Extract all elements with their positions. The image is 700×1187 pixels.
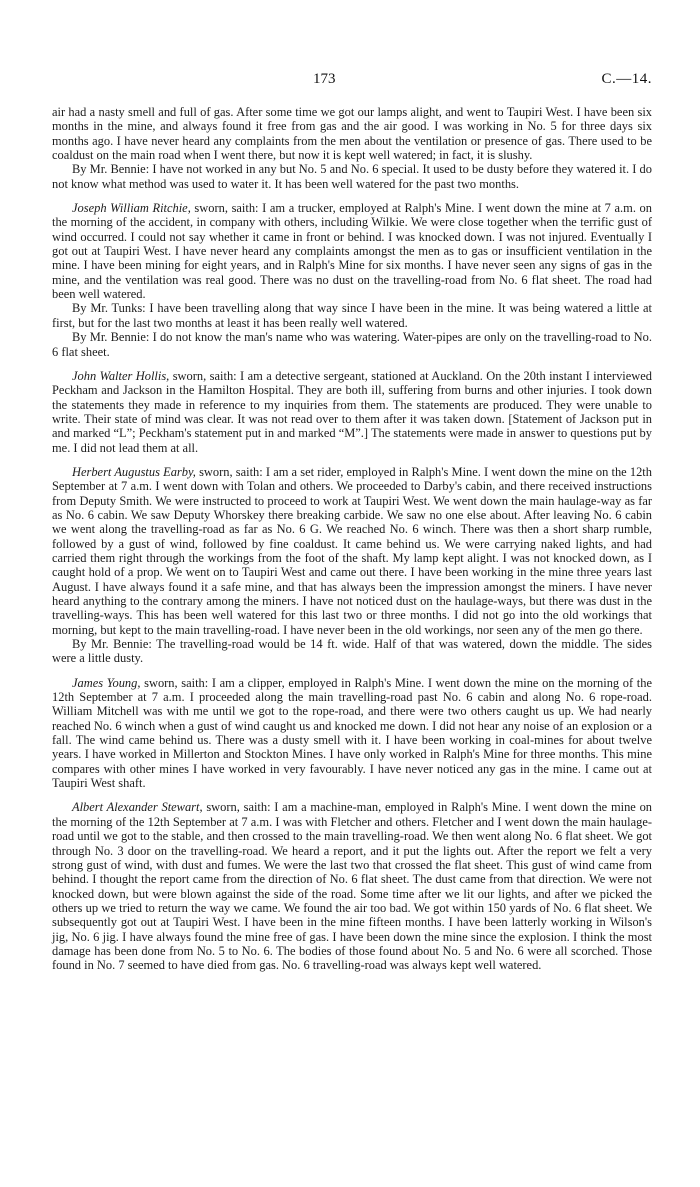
testimony-statement	[52, 465, 652, 637]
cross-examination-bennie: By Mr. Bennie: I do not know the man's name who was watering. Water-pipes are only on the travelling-road to No. 6 flat sheet.	[52, 330, 652, 359]
document-reference: C.—14.	[601, 71, 652, 87]
page-number: 173	[313, 71, 336, 87]
witness-name: John Walter Hollis,	[72, 368, 170, 383]
witness-name: Joseph William Ritchie,	[72, 201, 191, 216]
testimony-statement	[52, 369, 652, 455]
testimony-hollis	[52, 369, 652, 455]
statement-text: sworn, saith: I am a machine-man, employed in Ralph's Mine. I went down the mine on the morning of the 12th September at 7 a.m. I was with Fletcher and others. Fletcher and I went down the main haulage-road until we got to the stable, and then crossed to the main travelling-road. We then went along No. 6 flat sheet. We got through No. 3 door on the travelling-road. We heard a report, and it put the lights out. After the report we felt a very strong gust of wind, with dust and fumes. We were the last two that crossed the flat sheet. This gust of wind came from behind. I thought the report came from the direction of No. 6 flat sheet. The dust came from that direction. We were not knocked down, but were blown against the side of the road. Some time after we lit our lights, and after we picked the others up we tried to return the way we came. We found the air too bad. We got within 150 yards of No. 6 flat sheet. We subsequently got out at Taupiri West. I have been in the mine fifteen months. I have been latterly working in Wilson's jig, No. 6 jig. I have always found the mine free of gas. I have been down the mine since the explosion. I think the most damage has been done from No. 5 to No. 6. The bodies of those found about No. 5 and No. 6 were all scorched. Those found in No. 7 seemed to have died from gas. No. 6 travelling-road was always kept well watered.	[52, 800, 653, 973]
testimony-statement	[52, 201, 652, 301]
document-page	[52, 72, 652, 973]
statement-text: sworn, saith: I am a set rider, employed in Ralph's Mine. I went down the mine on the 12th September at 7 a.m. I went down with Tolan and others. We proceeded to Darby's cabin, and there received instructions from Deputy Smith. We were instructed to proceed to work at Taupiri West. We went down the main haulage-way as far as No. 6 cabin. We saw Deputy Whorskey there breaking carbide. We saw no one else about. After leaving No. 6 cabin we went along the travelling-road as far as No. 6 G. We reached No. 6 winch. There was then a short sharp rumble, followed by a gust of wind, followed by fine coaldust. It came behind us. We were carrying naked lights, and had carried them right through the workings from the foot of the shaft. My lamp kept alight. I was not knocked down, as I caught hold of a prop. We went on to Taupiri West and came out there. I have been working in the mine three years last August. I have always found it a safe mine, and that has always been the impression amongst the miners. I have never heard anything to the contrary among the miners. I have not noticed dust on the haulage-ways, but there was dust in the travelling-ways. This has been well watered for this last two or three months. I did not go into the old workings that morning, but kept to the main travelling-road. I have never been in the old workings, nor seen any of the men go there.	[52, 464, 652, 637]
testimony-statement	[52, 676, 652, 791]
cross-examination-tunks: By Mr. Tunks: I have been travelling along that way since I have been in the mine. It was being watered a little at first, but for the last two months at least it has been really well watered.	[52, 301, 652, 330]
page-header	[52, 72, 652, 94]
testimony-young	[52, 676, 652, 791]
witness-name: James Young,	[72, 675, 141, 690]
testimony-ritchie	[52, 201, 652, 359]
cross-examination-bennie: By Mr. Bennie: I have not worked in any but No. 5 and No. 6 special. It used to be dusty before they watered it. I do not know what method was used to water it. It has been well watered for the past two months.	[52, 162, 652, 191]
continued-paragraph: air had a nasty smell and full of gas. After some time we got our lamps alight, and went to Taupiri West. I have been six months in the mine, and always found it free from gas and the air good. I was working in No. 5 for three days six months ago. I have never heard any complaints from the men about the ventilation or presence of gas. There used to be coaldust on the main road when I went there, but now it is kept well watered; in fact, it is slushy.	[52, 105, 652, 163]
witness-name: Albert Alexander Stewart,	[72, 800, 203, 815]
testimony-earby	[52, 465, 652, 666]
statement-text: sworn, saith: I am a detective sergeant, stationed at Auckland. On the 20th instant I interviewed Peckham and Jackson in the Hamilton Hospital. They are both ill, suffering from burns and other injuries. I took down the statements they made in reference to my inquiries from them. The statements are produced. They were unable to write. Their state of mind was clear. It was not read over to them after it was taken down. [Statement of Jackson put in and marked “L”; Peckham's statement put in and marked “M”.] The statements were made in answer to questions put by me. I did not lead them at all.	[52, 368, 652, 455]
statement-text: sworn, saith: I am a trucker, employed at Ralph's Mine. I went down the mine at 7 a.m. on the morning of the accident, in company with others, including Wilkie. We were close together when the terrific gust of wind occurred. I could not say whether it came in front or behind. I was knocked down. I was not injured. Eventually I got out at Taupiri West. I have never heard any complaints amongst the men as to gas or insufficient ventilation in the mine. I have been mining for eight years, and in Ralph's Mine for six months. I have never seen any signs of gas in the mine, and the ventilation was real good. There was no dust on the travelling-road from No. 6 flat sheet. The road had been well watered.	[52, 201, 652, 302]
witness-name: Herbert Augustus Earby,	[72, 464, 196, 479]
cross-examination-bennie: By Mr. Bennie: The travelling-road would be 14 ft. wide. Half of that was watered, down the middle. The sides were a little dusty.	[52, 637, 652, 666]
testimony-statement	[52, 800, 652, 972]
testimony-stewart	[52, 800, 652, 972]
statement-text: sworn, saith: I am a clipper, employed in Ralph's Mine. I went down the mine on the morning of the 12th September at 7 a.m. I proceeded along the main travelling-road past No. 6 cabin and along No. 6 rope-road. William Mitchell was with me until we got to the rope-road, and there were two others caught us up. We had nearly reached No. 6 winch when a gust of wind caught us and knocked me down. I did not hear any noise of an explosion or a fall. The wind came behind us. There was a dusty smell with it. I have been working in coal-mines for about twelve years. I have worked in Millerton and Stockton Mines. I have only worked in Ralph's Mine for three months. This mine compares with other mines I have worked in very favourably. I have never noticed any gas in the mine. I came out at Taupiri West shaft.	[52, 675, 652, 791]
